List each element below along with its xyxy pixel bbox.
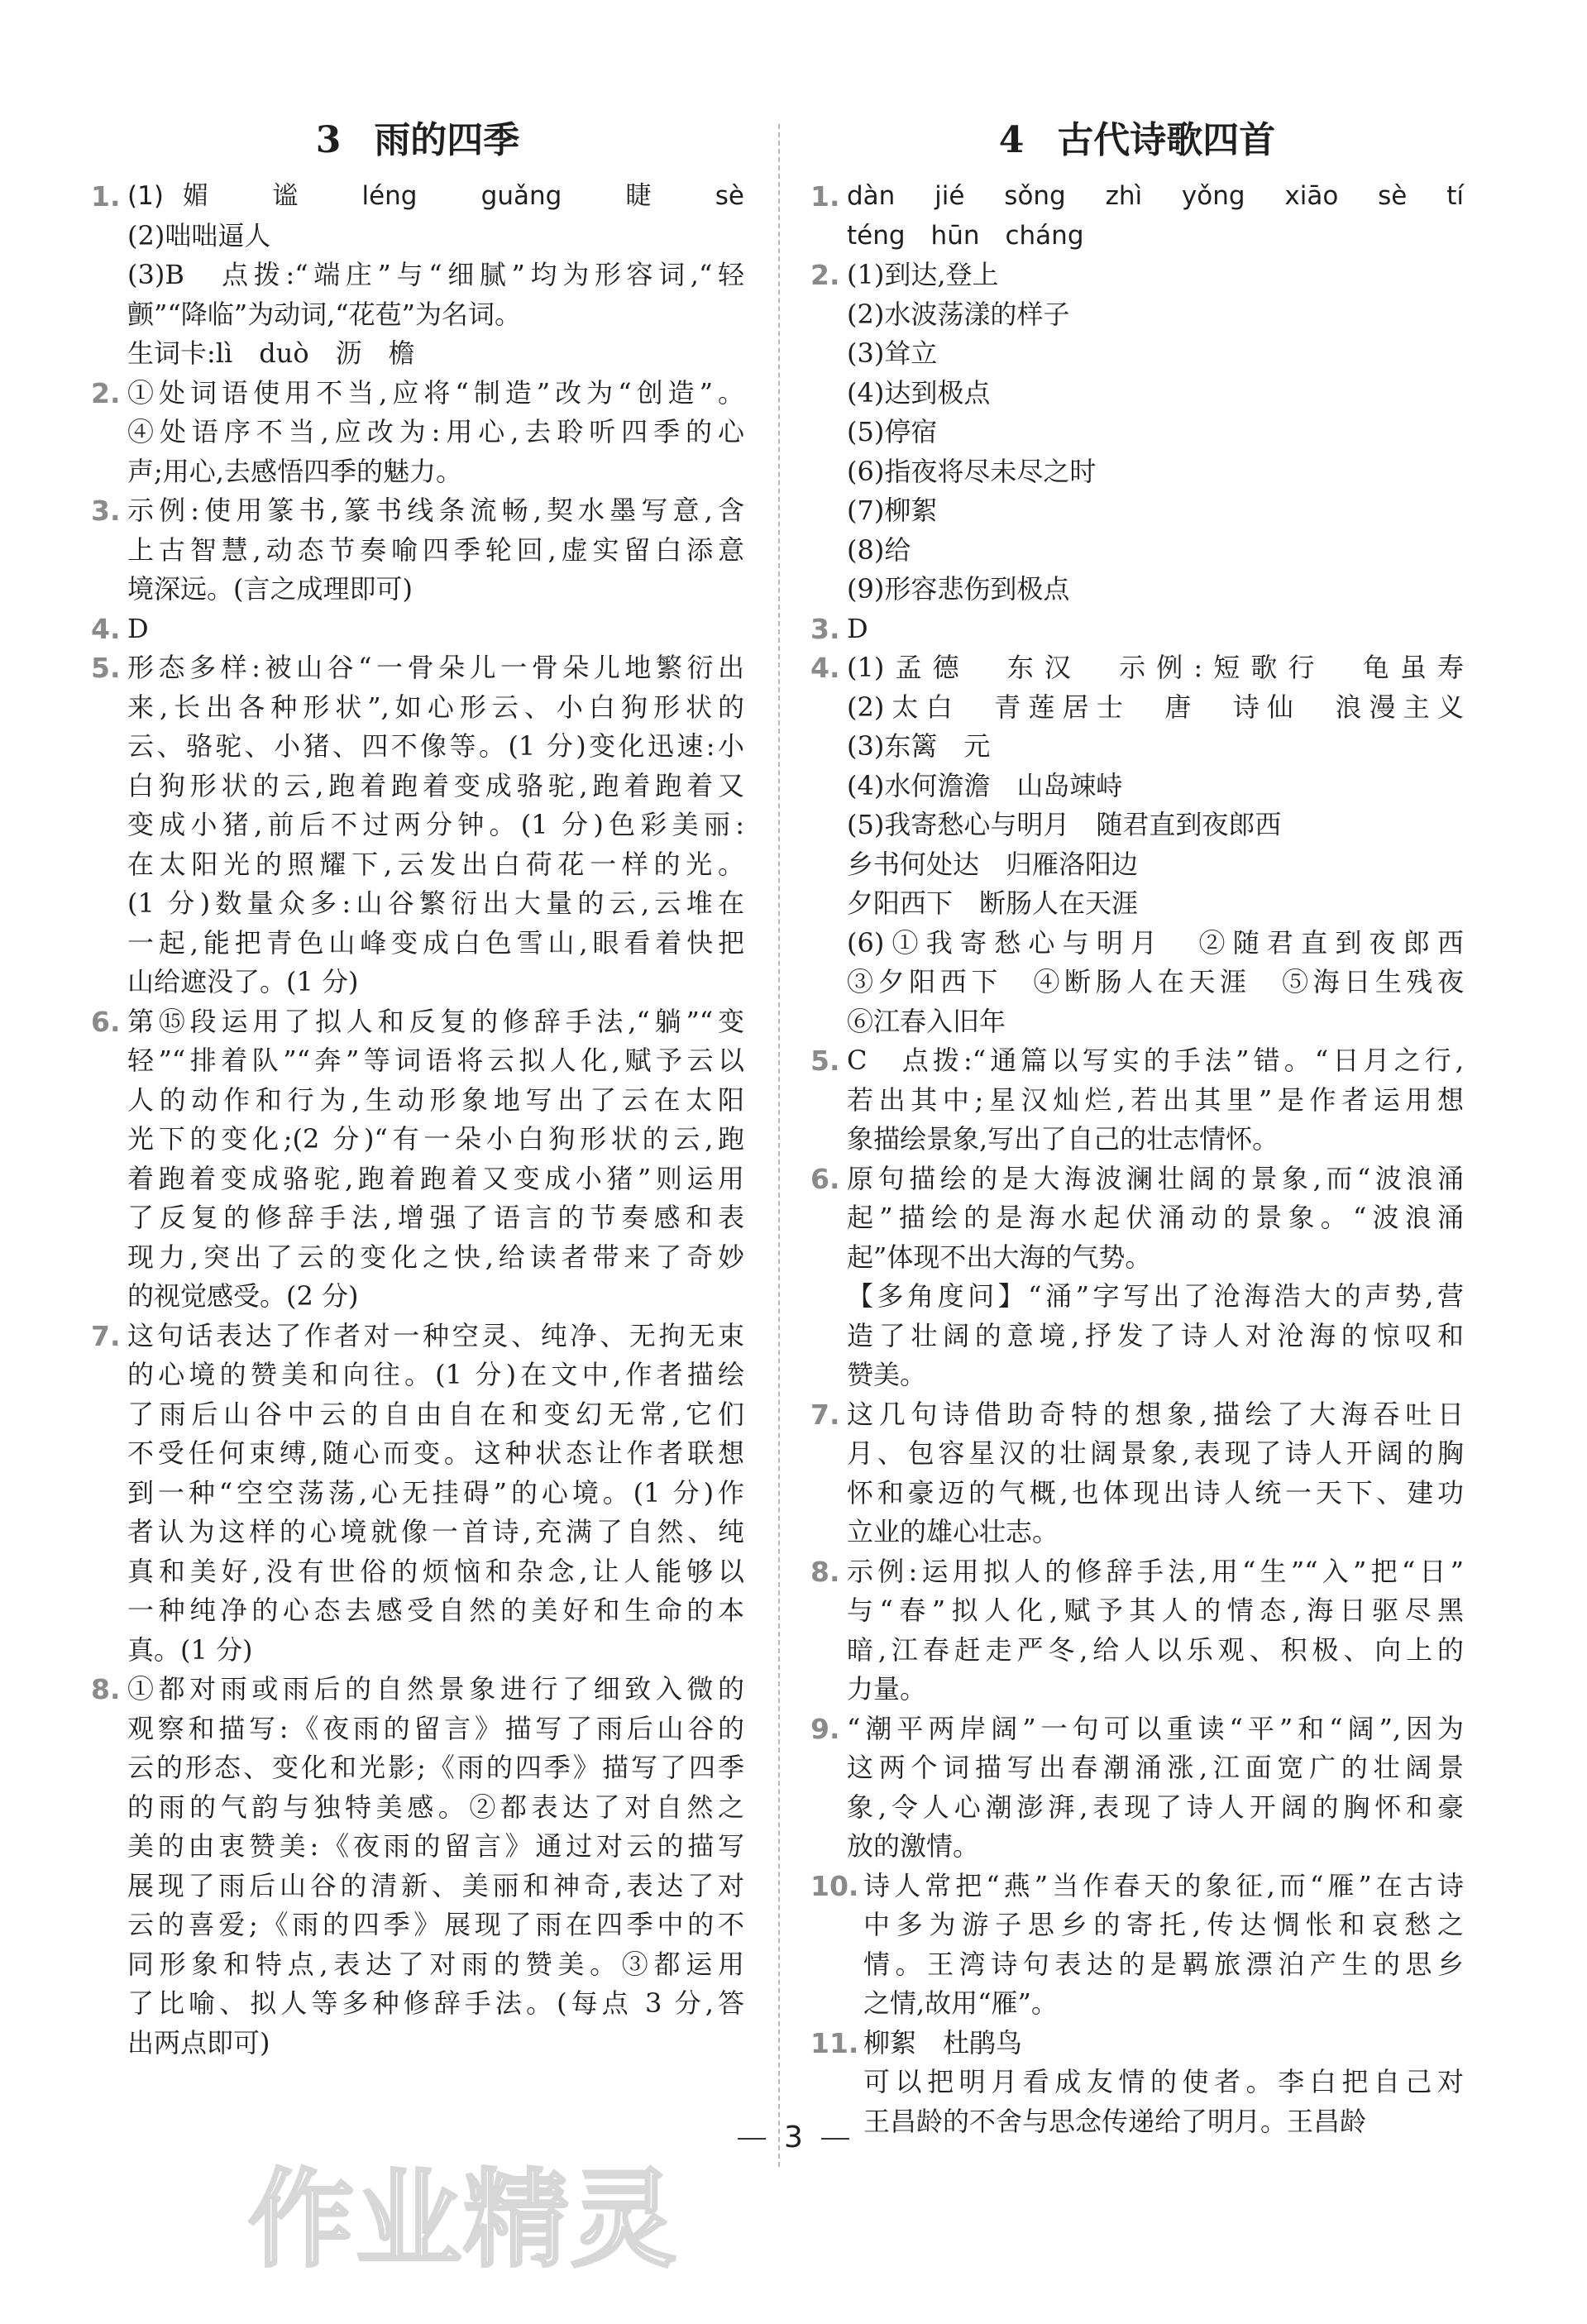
answer-line: 中多为游子思乡的寄托,传达惆怅和哀愁之 [863, 1909, 1464, 1940]
answer-line: ③夕阳西下 ④断肠人在天涯 ⑤海日生残夜 [847, 966, 1464, 997]
answer-line: (2)太白 青莲居士 唐 诗仙 浪漫主义 [847, 691, 1464, 723]
answer-line: 柳絮 杜鹃鸟 [863, 2026, 1023, 2059]
answer-line: C 点拨:“通篇以写实的手法”错。“日月之行, [847, 1045, 1464, 1076]
footer-dash-left [738, 2138, 766, 2140]
answer-line: (9)形容悲伤到极点 [847, 573, 1070, 605]
answer-line: 形态多样:被山谷“一骨朵儿一骨朵儿地繁衍出 [127, 652, 744, 683]
answer-line: 这几句诗借助奇特的想象,描绘了大海吞吐日 [847, 1398, 1464, 1430]
answer-line: (5)我寄愁心与明月 随君直到夜郎西 [847, 809, 1282, 840]
answer-line: (6)①我寄愁心与明月 ②随君直到夜郎西 [847, 926, 1464, 959]
item-number: 7. [91, 1319, 121, 1352]
answer-line: 出两点即可) [127, 2026, 270, 2059]
right-section-title-text: 古代诗歌四首 [1057, 119, 1276, 161]
left-answer-list [91, 177, 744, 2063]
page-footer [0, 2117, 1587, 2159]
answer-line: 王昌龄的不舍与思念传递给了明月。王昌龄 [863, 2105, 1367, 2137]
left-section-number: 3 [315, 119, 342, 161]
answer-line: 之情,故用“雁”。 [863, 1987, 1058, 2019]
answer-line: 轻”“排着队”“奔”等词语将云拟人化,赋予云以 [127, 1045, 744, 1076]
answer-line: 原句描绘的是大海波澜壮阔的景象,而“波浪涌 [847, 1162, 1464, 1194]
right-section-title [810, 108, 1464, 174]
right-answer-item [810, 256, 1464, 610]
answer-line: 云的形态、变化和光影;《雨的四季》描写了四季 [127, 1752, 744, 1783]
answer-line: 立业的雄心壮志。 [847, 1516, 1059, 1547]
item-number: 1. [91, 180, 121, 213]
answer-line: (5)停宿 [847, 416, 938, 447]
answer-line: (1)媚 谧 léng guǎng 睫 sè [127, 181, 744, 211]
answer-line: 起”描绘的是海水起伏涌动的景象。“波浪涌 [847, 1202, 1464, 1233]
item-number: 4. [91, 612, 121, 645]
answer-line: 人的动作和行为,生动形象地写出了云在太阳 [127, 1083, 744, 1116]
right-answer-list [810, 177, 1464, 2141]
answer-line: 乡书何处达 归雁洛阳边 [847, 848, 1139, 880]
answer-line: 光下的变化;(2 分)“有一朵小白狗形状的云,跑 [127, 1123, 744, 1155]
answer-line: 起”体现不出大海的气势。 [847, 1241, 1152, 1273]
answer-line: téng hūn cháng [847, 220, 1084, 251]
answer-line: 一种纯净的心态去感受自然的美好和生命的本 [127, 1595, 744, 1626]
answer-line: ④处语序不当,应改为:用心,去聆听四季的心 [127, 416, 744, 447]
answer-line: 怀和豪迈的气概,也体现出诗人统一天下、建功 [847, 1476, 1464, 1509]
answer-line: 的雨的气韵与独特美感。②都表达了对自然之 [127, 1791, 744, 1823]
left-answer-item [91, 177, 744, 374]
left-answer-item [91, 491, 744, 610]
left-answer-item [91, 1002, 744, 1317]
answer-line: 可以把明月看成友情的使者。李白把自己对 [863, 2066, 1464, 2097]
right-answer-item [810, 1160, 1464, 1395]
answer-line: 白狗形状的云,跑着跑着变成骆驼,跑着跑着又 [127, 769, 744, 801]
answer-line: 与“春”拟人化,赋予其人的情态,海日驱尽黑 [847, 1595, 1464, 1626]
left-column [91, 108, 744, 2063]
item-number: 6. [91, 1005, 121, 1038]
right-answer-item [810, 177, 1464, 256]
answer-line: 来,长出各种形状”,如心形云、小白狗形状的 [127, 691, 744, 723]
answer-line: 到一种“空空荡荡,心无挂碍”的心境。(1 分)作 [127, 1476, 744, 1509]
answer-line: 同形象和特点,表达了对雨的赞美。③都运用 [127, 1948, 744, 1980]
answer-line: 的视觉感受。(2 分) [127, 1280, 359, 1312]
answer-line: D [847, 612, 868, 644]
answer-line: 一起,能把青色山峰变成白色雪山,眼看着快把 [127, 926, 744, 959]
answer-line: 若出其中;星汉灿烂,若出其里”是作者运用想 [847, 1083, 1464, 1116]
item-number: 2. [91, 376, 121, 409]
answer-line: 展现了雨后山谷的清新、美丽和神奇,表达了对 [127, 1869, 744, 1901]
item-number: 2. [810, 259, 840, 291]
answer-line: 放的激情。 [847, 1830, 980, 1862]
answer-line: ①处词语使用不当,应将“制造”改为“创造”。 [127, 376, 744, 409]
answer-line: 这两个词描写出春潮涌涨,江面宽广的壮阔景 [847, 1752, 1464, 1783]
answer-line: 山给遮没了。(1 分) [127, 966, 359, 997]
answer-line: 云的喜爱;《雨的四季》展现了雨在四季中的不 [127, 1909, 744, 1940]
answer-line: 真。(1 分) [127, 1633, 253, 1666]
answer-line: 真和美好,没有世俗的烦恼和杂念,让人能够以 [127, 1555, 744, 1587]
right-answer-item [810, 648, 1464, 1041]
right-answer-item [810, 1041, 1464, 1160]
item-number: 7. [810, 1398, 840, 1431]
item-number: 6. [810, 1162, 840, 1195]
answer-line: (8)给 [847, 533, 911, 566]
answer-line: 不受任何束缚,随心而变。这种状态让作者联想 [127, 1437, 744, 1469]
answer-line: (1)到达,登上 [847, 259, 999, 290]
answer-line: (3)东篱 元 [847, 730, 991, 762]
right-answer-item [810, 1552, 1464, 1710]
answer-line: 的心境的赞美和向往。(1 分)在文中,作者描绘 [127, 1359, 744, 1390]
answer-line: 者认为这样的心境就像一首诗,充满了自然、纯 [127, 1516, 744, 1547]
answer-line: 境深远。(言之成理即可) [127, 573, 413, 605]
left-section-title [91, 108, 744, 174]
answer-line: 夕阳西下 断肠人在天涯 [847, 887, 1139, 919]
answer-line: 示例:运用拟人的修辞手法,用“生”“入”把“日” [847, 1555, 1464, 1587]
answer-line: (4)达到极点 [847, 376, 991, 409]
item-number: 1. [810, 180, 840, 213]
answer-line: D [127, 612, 149, 644]
column-divider [778, 124, 780, 2167]
item-number: 8. [91, 1673, 121, 1705]
answer-line: (6)指夜将尽未尽之时 [847, 455, 1097, 487]
answer-line: 示例:使用篆书,篆书线条流畅,契水墨写意,含 [127, 495, 744, 526]
answer-line: 颤”“降临”为动词,“花苞”为名词。 [127, 298, 521, 330]
right-answer-item [810, 1395, 1464, 1552]
answer-line: 变成小猪,前后不过两分钟。(1 分)色彩美丽: [127, 809, 744, 840]
watermark-logo: 作业精灵 [248, 2159, 679, 2282]
right-answer-item [810, 1710, 1464, 1867]
left-answer-item [91, 610, 744, 649]
answer-line: 云、骆驼、小猪、四不像等。(1 分)变化迅速:小 [127, 730, 744, 762]
answer-line: (2)咄咄逼人 [127, 219, 271, 251]
item-number: 5. [91, 652, 121, 684]
footer-dash-right [821, 2138, 849, 2140]
right-column [810, 108, 1464, 2141]
answer-line: 第⑮段运用了拟人和反复的修辞手法,“躺”“变 [127, 1005, 744, 1037]
answer-line: (7)柳絮 [847, 495, 938, 526]
answer-line: 现力,突出了云的变化之快,给读者带来了奇妙 [127, 1241, 744, 1273]
answer-line: 了比喻、拟人等多种修辞手法。(每点 3 分,答 [127, 1987, 744, 2019]
left-answer-item [91, 374, 744, 492]
item-number: 3. [91, 495, 121, 527]
item-number: 4. [810, 652, 840, 684]
right-section-number: 4 [998, 119, 1025, 161]
answer-line: 这句话表达了作者对一种空灵、纯净、无拘无束 [127, 1319, 744, 1351]
left-section-title-text: 雨的四季 [374, 119, 520, 161]
answer-line: 美的由衷赞美:《夜雨的留言》通过对云的描写 [127, 1830, 744, 1862]
answer-line: 月、包容星汉的壮阔景象,表现了诗人开阔的胸 [847, 1437, 1464, 1469]
answer-line: dàn jié sǒng zhì yǒng xiāo sè tí [847, 181, 1464, 211]
answer-line: 生词卡:lì duò 沥 檐 [127, 337, 415, 369]
answer-line: 声;用心,去感悟四季的魅力。 [127, 455, 462, 487]
answer-line: 了反复的修辞手法,增强了语言的节奏感和表 [127, 1202, 744, 1233]
answer-line: 【多角度问】“涌”字写出了沧海浩大的声势,营 [847, 1280, 1464, 1312]
item-number: 10. [810, 1869, 859, 1902]
answer-line: (3)耸立 [847, 337, 938, 369]
left-answer-item [91, 648, 744, 1002]
answer-line: 暗,江春赶走严冬,给人以乐观、积极、向上的 [847, 1633, 1464, 1666]
answer-line: 了雨后山谷中云的自由自在和变幻无常,它们 [127, 1398, 744, 1430]
right-answer-item [810, 1867, 1464, 2024]
left-answer-item [91, 1317, 744, 1671]
answer-line: ①都对雨或雨后的自然景象进行了细致入微的 [127, 1673, 744, 1705]
answer-line: “潮平两岸阔”一句可以重读“平”和“阔”,因为 [847, 1712, 1464, 1744]
answer-line: 在太阳光的照耀下,云发出白荷花一样的光。 [127, 848, 744, 880]
answer-line: 赞美。 [847, 1359, 927, 1390]
answer-line: (1)孟德 东汉 示例:短歌行 龟虽寿 [847, 652, 1464, 683]
answer-line: 情。王湾诗句表达的是羁旅漂泊产生的思乡 [863, 1948, 1464, 1980]
answer-line: (4)水何澹澹 山岛竦峙 [847, 769, 1123, 801]
item-number: 8. [810, 1555, 840, 1588]
item-number: 3. [810, 612, 840, 645]
answer-line: (3)B 点拨:“端庄”与“细腻”均为形容词,“轻 [127, 259, 744, 290]
page-number: 3 [784, 2121, 803, 2154]
answer-line: (1 分)数量众多:山谷繁衍出大量的云,云堆在 [127, 887, 744, 919]
answer-line: 力量。 [847, 1673, 927, 1705]
item-number: 9. [810, 1712, 840, 1745]
answer-line: 象描绘景象,写出了自己的壮志情怀。 [847, 1123, 1279, 1155]
answer-line: 着跑着变成骆驼,跑着跑着又变成小猪”则运用 [127, 1162, 744, 1194]
right-answer-item [810, 610, 1464, 649]
left-answer-item [91, 1670, 744, 2063]
item-number: 5. [810, 1045, 840, 1077]
answer-line: ⑥江春入旧年 [847, 1005, 1006, 1037]
answer-line: 上古智慧,动态节奏喻四季轮回,虚实留白添意 [127, 533, 744, 566]
item-number: 11. [810, 2026, 859, 2059]
answer-line: 象,令人心潮澎湃,表现了诗人开阔的胸怀和豪 [847, 1791, 1464, 1823]
answer-line: 观察和描写:《夜雨的留言》描写了雨后山谷的 [127, 1712, 744, 1744]
answer-line: 造了壮阔的意境,抒发了诗人对沧海的惊叹和 [847, 1319, 1464, 1351]
answer-line: (2)水波荡漾的样子 [847, 298, 1070, 330]
answer-line: 诗人常把“燕”当作春天的象征,而“雁”在古诗 [863, 1869, 1464, 1901]
